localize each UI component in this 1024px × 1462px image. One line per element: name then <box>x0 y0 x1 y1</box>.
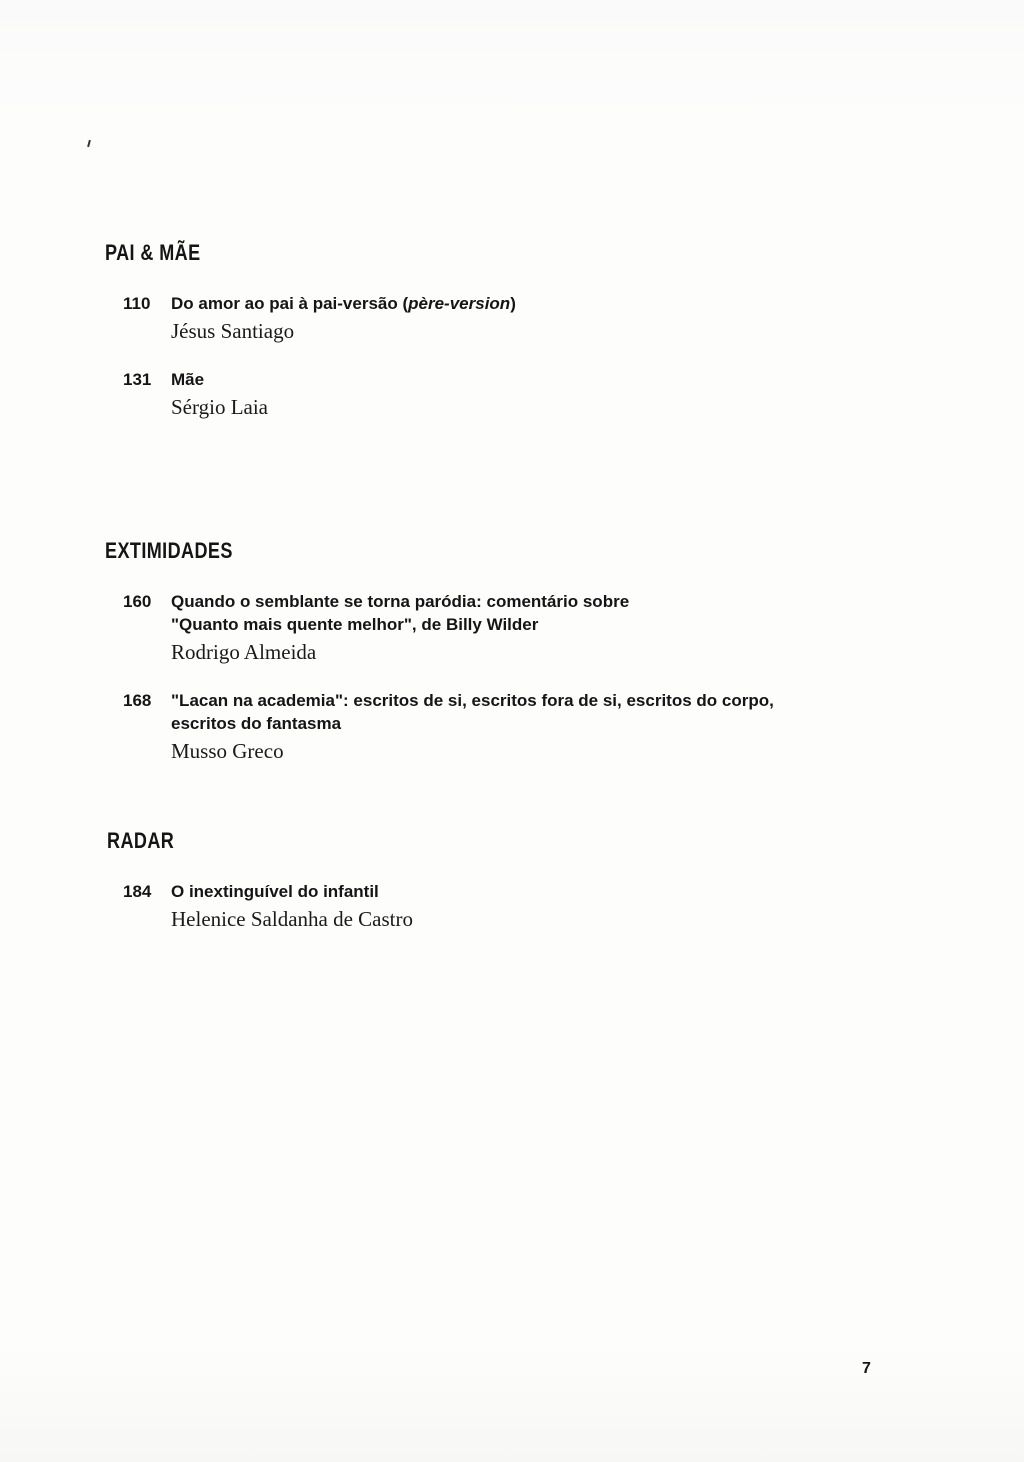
section-title-extimidades: EXTIMIDADES <box>105 538 233 563</box>
section-title-pai-mae: PAI & MÃE <box>105 240 201 265</box>
entry-title-line: escritos do fantasma <box>171 714 342 733</box>
entry-title: Mãe <box>171 370 205 389</box>
entry-page-number: 168 <box>123 691 152 710</box>
section-title-radar: RADAR <box>107 828 175 853</box>
entry-title: Do amor ao pai à pai-versão (père-version) <box>171 294 516 313</box>
entry-body <box>171 590 871 666</box>
entry-body <box>171 368 871 421</box>
entry-page-number: 160 <box>123 592 152 611</box>
entry-author: Rodrigo Almeida <box>171 640 317 664</box>
entry-body <box>171 292 871 345</box>
entry-title: O inextinguível do infantil <box>171 882 379 901</box>
entry-page-number: 110 <box>123 294 151 313</box>
entry-author: Helenice Saldanha de Castro <box>171 907 413 931</box>
entry-title-italic: père-version <box>408 294 511 313</box>
entry-title-line: Quando o semblante se torna paródia: comentário sobre <box>171 592 630 611</box>
scan-speck <box>87 140 91 147</box>
entry-author: Jésus Santiago <box>171 319 295 343</box>
entry-body <box>171 689 871 765</box>
entry-author: Sérgio Laia <box>171 395 269 419</box>
entry-title-line: "Lacan na academia": escritos de si, escritos fora de si, escritos do corpo, <box>171 691 774 710</box>
entry-page-number: 184 <box>123 882 152 901</box>
entry-author: Musso Greco <box>171 739 284 763</box>
entry-page-number: 131 <box>123 370 152 389</box>
entry-title-line: "Quanto mais quente melhor", de Billy Wilder <box>171 615 539 634</box>
entry-body <box>171 880 871 933</box>
page-number: 7 <box>862 1360 871 1377</box>
